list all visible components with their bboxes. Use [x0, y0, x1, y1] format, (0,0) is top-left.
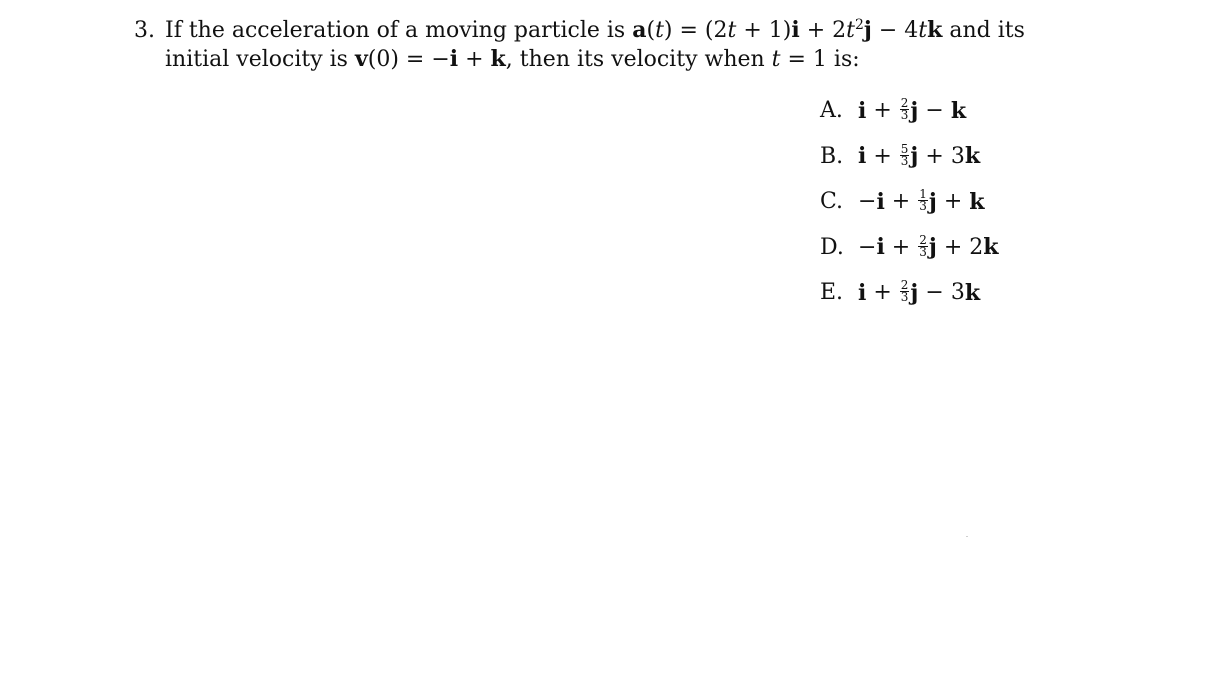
- math-text: ) = (2: [663, 18, 728, 43]
- unit-vector-j: j: [910, 97, 919, 124]
- fraction-denominator: 3: [900, 153, 909, 168]
- unit-vector-k: k: [964, 279, 981, 306]
- unit-vector-i: i: [449, 46, 459, 72]
- choice-letter: B.: [820, 143, 844, 169]
- choice-e[interactable]: [820, 270, 999, 316]
- coefficient: 3: [950, 143, 965, 169]
- time-variable: t: [846, 18, 855, 43]
- question: [134, 16, 1034, 74]
- math-text: (0) = −: [367, 47, 450, 72]
- math-text: +: [458, 47, 491, 72]
- fraction-numerator: 2: [900, 96, 909, 111]
- unit-vector-j: j: [910, 279, 919, 306]
- operator: −: [918, 98, 951, 124]
- coefficient: 3: [950, 280, 965, 306]
- fraction-denominator: 3: [919, 244, 927, 259]
- question-number: 3.: [134, 18, 155, 43]
- fraction: [900, 141, 910, 168]
- fraction: [900, 98, 910, 121]
- unit-vector-i: i: [791, 17, 800, 43]
- unit-vector-i: i: [858, 143, 867, 170]
- question-line-2: [134, 45, 1034, 74]
- math-text: − 4: [871, 18, 919, 43]
- question-text: and its: [942, 18, 1025, 43]
- fraction-denominator: 3: [900, 108, 909, 123]
- unit-vector-j: j: [910, 143, 919, 170]
- question-text: , then its velocity when: [505, 47, 772, 72]
- fraction-numerator: 1: [919, 187, 927, 202]
- unit-vector-j: j: [863, 17, 872, 43]
- math-text: = 1 is:: [780, 47, 860, 72]
- unit-vector-k: k: [950, 97, 967, 124]
- time-variable: t: [918, 18, 928, 43]
- time-variable: t: [727, 18, 737, 43]
- fraction-numerator: 2: [919, 232, 927, 247]
- unit-vector-k: k: [927, 17, 943, 43]
- fraction-numerator: 5: [900, 141, 909, 156]
- unit-vector-i: i: [858, 279, 867, 306]
- minus-sign: −: [858, 234, 877, 260]
- unit-vector-k: k: [969, 188, 985, 215]
- velocity-symbol: v: [354, 46, 368, 72]
- minus-sign: −: [858, 189, 877, 215]
- operator: +: [866, 98, 899, 124]
- question-text: initial velocity is: [165, 47, 355, 72]
- unit-vector-k: k: [983, 234, 999, 261]
- exponent: 2: [854, 17, 864, 33]
- fraction: [918, 232, 928, 259]
- math-text: (: [646, 18, 656, 43]
- operator: +: [866, 143, 899, 169]
- operator: +: [866, 280, 899, 306]
- operator: +: [936, 189, 970, 215]
- answer-choices: [820, 88, 999, 316]
- question-text: If the acceleration of a moving particle is: [165, 18, 633, 43]
- fraction: [900, 280, 910, 303]
- choice-b[interactable]: [820, 134, 999, 180]
- unit-vector-i: i: [876, 188, 885, 215]
- choice-letter: A.: [820, 98, 843, 124]
- operator: +: [936, 234, 970, 260]
- time-variable: t: [655, 18, 664, 43]
- question-line-1: [134, 16, 1034, 45]
- unit-vector-j: j: [928, 234, 937, 261]
- unit-vector-k: k: [490, 46, 506, 72]
- unit-vector-i: i: [876, 234, 885, 261]
- choice-letter: E.: [820, 280, 844, 306]
- math-text: + 2: [799, 18, 847, 43]
- operator: +: [884, 189, 918, 215]
- math-text: + 1): [736, 18, 792, 43]
- acceleration-symbol: a: [632, 17, 647, 43]
- operator: −: [918, 280, 951, 306]
- unit-vector-i: i: [858, 97, 867, 124]
- fraction-numerator: 2: [900, 278, 909, 293]
- time-variable: t: [771, 47, 781, 72]
- scan-speck: [966, 536, 968, 537]
- operator: +: [918, 143, 951, 169]
- fraction: [918, 189, 928, 212]
- unit-vector-j: j: [928, 188, 937, 215]
- choice-c[interactable]: [820, 179, 999, 225]
- choice-a[interactable]: [820, 88, 999, 134]
- operator: +: [884, 234, 918, 260]
- coefficient: 2: [969, 234, 984, 260]
- unit-vector-k: k: [964, 143, 981, 170]
- fraction-denominator: 3: [900, 290, 909, 305]
- choice-d[interactable]: [820, 225, 999, 271]
- fraction-denominator: 3: [919, 199, 927, 214]
- choice-letter: D.: [820, 234, 844, 260]
- choice-letter: C.: [820, 189, 844, 215]
